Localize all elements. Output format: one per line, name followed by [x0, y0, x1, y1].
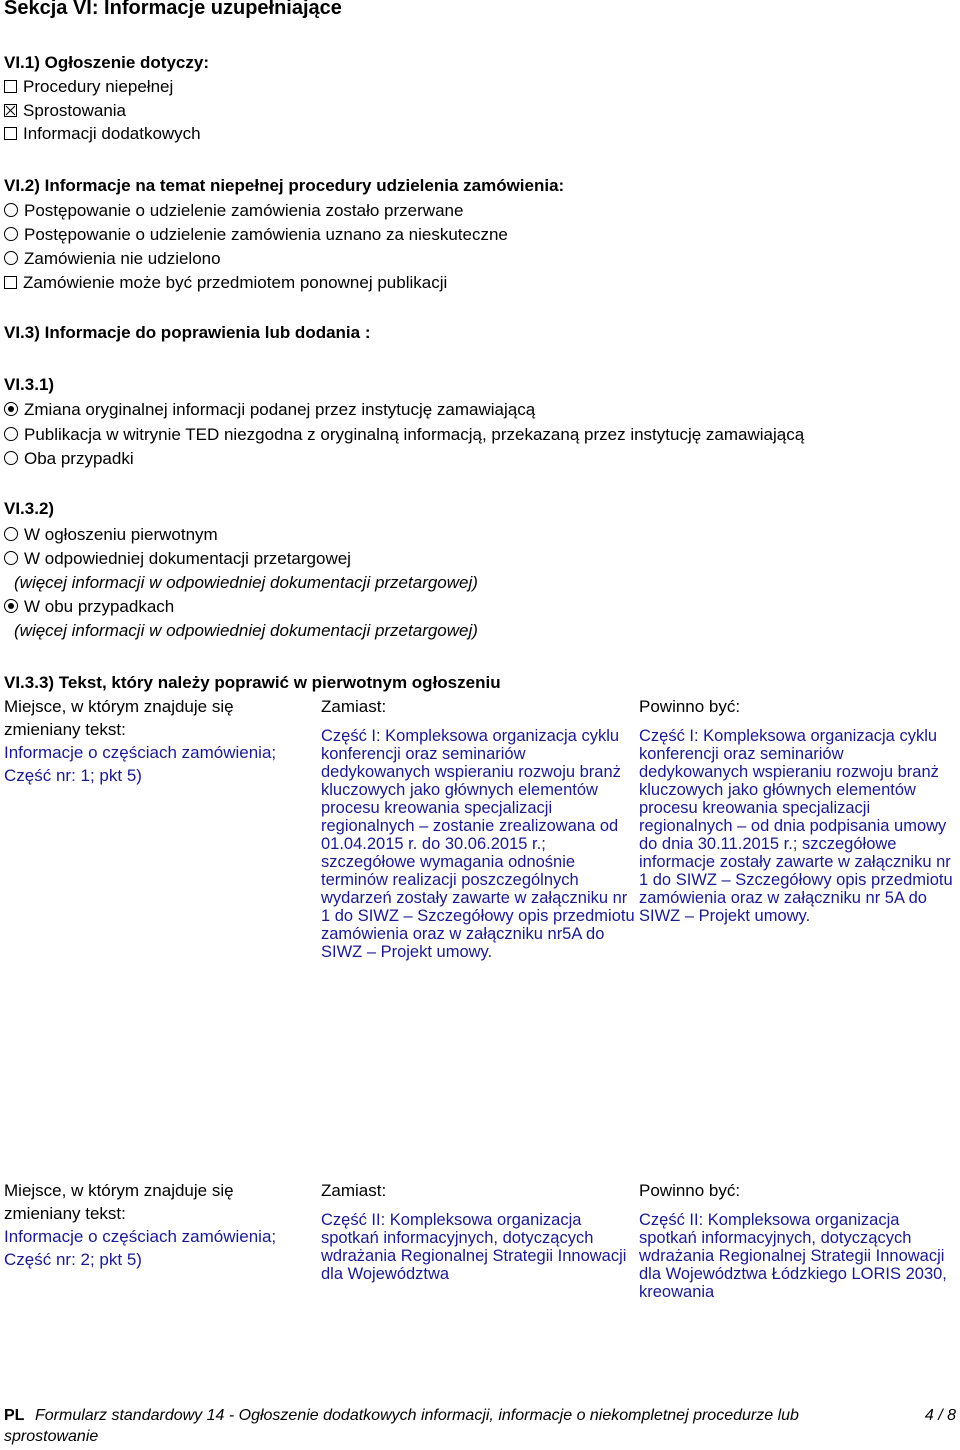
- place-label: Miejsce, w którym znajduje się: [4, 1181, 234, 1200]
- checkbox-unchecked-icon: [4, 276, 17, 289]
- vi3-1-radio-zmiana[interactable]: [4, 398, 535, 422]
- checkbox-checked-icon: [4, 104, 17, 117]
- radio-empty-icon: [4, 203, 18, 217]
- checkbox-unchecked-icon: [4, 80, 17, 93]
- place-label: zmieniany tekst:: [4, 720, 126, 739]
- footer-page-number: 4 / 8: [924, 1407, 956, 1424]
- instead-text: Część II: Kompleksowa organizacja spotkań informacyjnych, dotyczących wdrażania Regionalnej Strategii Innowacji dla Województwa: [321, 1211, 627, 1283]
- vi3-2-note: (więcej informacji w odpowiedniej dokumentacji przetargowej): [14, 621, 478, 640]
- radio-selected-icon: [4, 599, 18, 613]
- radio-empty-icon: [4, 427, 18, 441]
- checkbox-unchecked-icon: [4, 127, 17, 140]
- vi3-heading: VI.3) Informacje do poprawienia lub dodania :: [4, 323, 371, 342]
- should-text: Część I: Kompleksowa organizacja cyklu konferencji oraz seminariów dedykowanych wspieraniu rozwoju branż kluczowych jako głównych elementów procesu kreowania specjalizacji regionalnych – od dnia podpisania umowy do dnia 30.11.2015 r.; szczegółowe informacje zostały zawarte w załączniku nr 1 do SIWZ – Szczegółowy opis przedmiotu zamówienia oraz w załączniku nr 5A do SIWZ – Projekt umowy.: [639, 727, 953, 925]
- section-title: Sekcja VI: Informacje uzupełniające: [4, 0, 342, 19]
- option-label: Procedury niepełnej: [23, 77, 174, 96]
- option-label: W ogłoszeniu pierwotnym: [24, 525, 218, 544]
- footer-form-name-cont: sprostowanie: [4, 1428, 99, 1445]
- vi3-2-radio-obu[interactable]: [4, 595, 174, 619]
- vi2-heading: VI.2) Informacje na temat niepełnej procedury udzielenia zamówienia:: [4, 176, 565, 195]
- footer-lang: [4, 1407, 24, 1425]
- entry-1-place: [4, 695, 316, 787]
- entry-1-instead: [321, 695, 639, 961]
- vi1-option-procedury[interactable]: [4, 75, 173, 99]
- place-value: Część nr: 2; pkt 5): [4, 1250, 142, 1269]
- vi3-2-radio-pierwotnym[interactable]: [4, 523, 218, 547]
- entry-2-instead: [321, 1179, 639, 1283]
- vi3-3-heading: VI.3.3) Tekst, który należy poprawić w pierwotnym ogłoszeniu: [4, 673, 501, 692]
- option-label: W obu przypadkach: [24, 597, 175, 616]
- radio-empty-icon: [4, 451, 18, 465]
- option-label: Oba przypadki: [24, 449, 134, 468]
- option-label: Zamówienie może być przedmiotem ponownej publikacji: [23, 273, 448, 292]
- option-label: Postępowanie o udzielenie zamówienia zostało przerwane: [24, 201, 464, 220]
- vi2-radio-przerwane[interactable]: [4, 199, 463, 223]
- place-value: Informacje o częściach zamówienia;: [4, 743, 277, 762]
- place-label: zmieniany tekst:: [4, 1204, 126, 1223]
- option-label: Zmiana oryginalnej informacji podanej przez instytucję zamawiającą: [24, 400, 536, 419]
- instead-label: Zamiast:: [321, 697, 387, 716]
- entry-2-place: [4, 1179, 316, 1271]
- radio-empty-icon: [4, 551, 18, 565]
- option-label: Publikacja w witrynie TED niezgodna z oryginalną informacją, przekazaną przez instytucję zamawiającą: [24, 425, 805, 444]
- radio-selected-icon: [4, 402, 18, 416]
- radio-empty-icon: [4, 527, 18, 541]
- entry-1-should: [639, 695, 957, 925]
- option-label: Postępowanie o udzielenie zamówienia uznano za nieskuteczne: [24, 225, 508, 244]
- should-label: Powinno być:: [639, 1181, 741, 1200]
- vi3-1-radio-oba[interactable]: [4, 447, 134, 471]
- vi3-2-radio-dokumentacji[interactable]: [4, 547, 351, 571]
- radio-empty-icon: [4, 227, 18, 241]
- vi3-2-note: (więcej informacji w odpowiedniej dokumentacji przetargowej): [14, 573, 478, 592]
- option-label: Informacji dodatkowych: [23, 124, 201, 143]
- place-value: Część nr: 1; pkt 5): [4, 766, 142, 785]
- should-label: Powinno być:: [639, 697, 741, 716]
- instead-text: Część I: Kompleksowa organizacja cyklu konferencji oraz seminariów dedykowanych wspieraniu rozwoju branż kluczowych jako głównych elementów procesu kreowania specjalizacji regionalnych – zostanie zrealizowana od 01.04.2015 r. do 30.06.2015 r.; szczegółowe wymagania odnośnie terminów realizacji poszczególnych wydarzeń zostały zawarte w załączniku nr 1 do SIWZ – Szczegółowy opis przedmiotu zamówienia oraz w załączniku nr5A do SIWZ – Projekt umowy.: [321, 727, 635, 961]
- vi1-heading: VI.1) Ogłoszenie dotyczy:: [4, 53, 209, 72]
- footer-form-name: Formularz standardowy 14 - Ogłoszenie dodatkowych informacji, informacje o niekompletnej procedurze lub: [35, 1407, 799, 1424]
- vi3-1-radio-ted[interactable]: [4, 423, 804, 447]
- place-label: Miejsce, w którym znajduje się: [4, 697, 234, 716]
- vi1-option-informacji[interactable]: [4, 122, 201, 146]
- option-label: W odpowiedniej dokumentacji przetargowej: [24, 549, 351, 568]
- instead-label: Zamiast:: [321, 1181, 387, 1200]
- option-label: Sprostowania: [23, 101, 127, 120]
- vi3-2-heading: VI.3.2): [4, 499, 55, 518]
- vi2-radio-nie-udzielono[interactable]: [4, 247, 221, 271]
- place-value: Informacje o częściach zamówienia;: [4, 1227, 277, 1246]
- vi2-checkbox-ponownej[interactable]: [4, 271, 447, 295]
- vi1-option-sprostowania[interactable]: [4, 99, 126, 123]
- vi2-radio-nieskuteczne[interactable]: [4, 223, 508, 247]
- should-text: Część II: Kompleksowa organizacja spotkań informacyjnych, dotyczących wdrażania Regionalnej Strategii Innowacji dla Województwa Łódzkiego LORIS 2030, kreowania: [639, 1211, 947, 1301]
- option-label: Zamówienia nie udzielono: [24, 249, 221, 268]
- entry-2-should: [639, 1179, 957, 1301]
- footer-lang-code: PL: [4, 1407, 25, 1424]
- vi3-1-heading: VI.3.1): [4, 375, 55, 394]
- radio-empty-icon: [4, 251, 18, 265]
